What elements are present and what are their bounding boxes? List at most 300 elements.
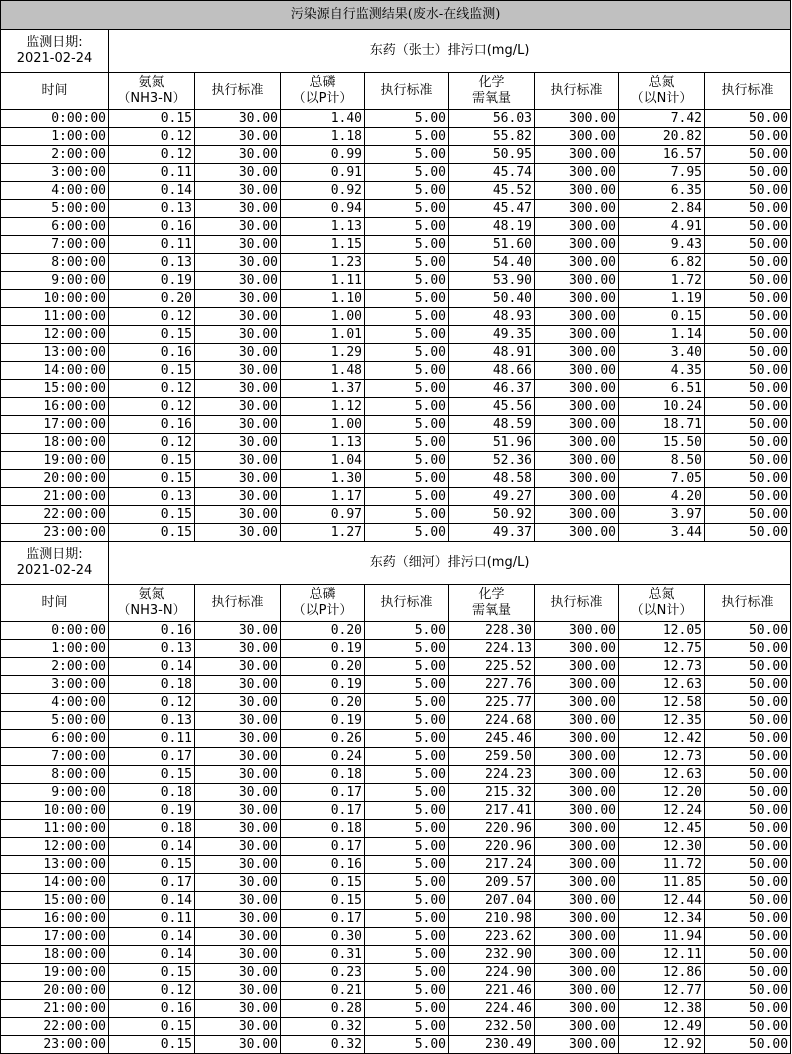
table-cell: 300.00 bbox=[535, 946, 619, 964]
table-cell: 300.00 bbox=[535, 434, 619, 452]
table-cell: 30.00 bbox=[195, 416, 281, 434]
table-cell: 51.60 bbox=[449, 236, 535, 254]
table-cell: 11:00:00 bbox=[1, 308, 109, 326]
table-cell: 30.00 bbox=[195, 236, 281, 254]
table-cell: 300.00 bbox=[535, 416, 619, 434]
table-cell: 16:00:00 bbox=[1, 910, 109, 928]
table-cell: 30.00 bbox=[195, 290, 281, 308]
phosphorus-header bbox=[281, 585, 365, 622]
table-cell: 12.38 bbox=[619, 1000, 705, 1018]
table-cell: 50.00 bbox=[705, 946, 791, 964]
table-cell: 300.00 bbox=[535, 982, 619, 1000]
table-cell: 53.90 bbox=[449, 272, 535, 290]
table-cell: 5.00 bbox=[365, 640, 449, 658]
table-row bbox=[1, 694, 791, 712]
table-cell: 12.45 bbox=[619, 820, 705, 838]
table-cell: 50.00 bbox=[705, 748, 791, 766]
table-cell: 1.13 bbox=[281, 218, 365, 236]
table-cell: 300.00 bbox=[535, 380, 619, 398]
table-cell: 23:00:00 bbox=[1, 1036, 109, 1054]
table-cell: 0.19 bbox=[109, 272, 195, 290]
table-cell: 30.00 bbox=[195, 748, 281, 766]
nitrogen-header-line2: （以N计） bbox=[630, 603, 693, 618]
table-cell: 5.00 bbox=[365, 524, 449, 542]
table-cell: 0.12 bbox=[109, 694, 195, 712]
table-cell: 0.13 bbox=[109, 488, 195, 506]
table-cell: 0.14 bbox=[109, 946, 195, 964]
table-cell: 300.00 bbox=[535, 308, 619, 326]
table-cell: 5.00 bbox=[365, 218, 449, 236]
table-row bbox=[1, 362, 791, 380]
table-cell: 300.00 bbox=[535, 506, 619, 524]
table-row bbox=[1, 290, 791, 308]
table-cell: 0.15 bbox=[109, 506, 195, 524]
table-cell: 225.52 bbox=[449, 658, 535, 676]
table-cell: 30.00 bbox=[195, 110, 281, 128]
table-cell: 5.00 bbox=[365, 236, 449, 254]
table-cell: 300.00 bbox=[535, 910, 619, 928]
nitrogen-header-line2: （以N计） bbox=[630, 91, 693, 106]
table-cell: 300.00 bbox=[535, 1018, 619, 1036]
table-cell: 0.15 bbox=[109, 766, 195, 784]
table-cell: 0.14 bbox=[109, 838, 195, 856]
table-cell: 1:00:00 bbox=[1, 128, 109, 146]
table-cell: 1.17 bbox=[281, 488, 365, 506]
table-cell: 1.18 bbox=[281, 128, 365, 146]
table-row bbox=[1, 730, 791, 748]
table-row bbox=[1, 640, 791, 658]
table-cell: 12.20 bbox=[619, 784, 705, 802]
table-cell: 30.00 bbox=[195, 146, 281, 164]
table-cell: 224.23 bbox=[449, 766, 535, 784]
table-cell: 300.00 bbox=[535, 344, 619, 362]
table-cell: 0.15 bbox=[619, 308, 705, 326]
page-title: 污染源自行监测结果(废水-在线监测) bbox=[1, 1, 791, 30]
table-cell: 50.00 bbox=[705, 254, 791, 272]
table-cell: 300.00 bbox=[535, 1000, 619, 1018]
table-cell: 20:00:00 bbox=[1, 470, 109, 488]
table-cell: 300.00 bbox=[535, 730, 619, 748]
phosphorus-header-line1: 总磷 bbox=[309, 587, 336, 602]
table-row bbox=[1, 164, 791, 182]
table-cell: 300.00 bbox=[535, 218, 619, 236]
table-cell: 300.00 bbox=[535, 488, 619, 506]
table-cell: 0.13 bbox=[109, 200, 195, 218]
table-cell: 224.90 bbox=[449, 964, 535, 982]
table-cell: 50.00 bbox=[705, 362, 791, 380]
table-cell: 0.15 bbox=[109, 110, 195, 128]
table-cell: 5.00 bbox=[365, 200, 449, 218]
table-cell: 50.00 bbox=[705, 236, 791, 254]
table-cell: 0.12 bbox=[109, 982, 195, 1000]
table-cell: 227.76 bbox=[449, 676, 535, 694]
table-cell: 5.00 bbox=[365, 892, 449, 910]
table-row bbox=[1, 506, 791, 524]
table-cell: 50.00 bbox=[705, 128, 791, 146]
table-row bbox=[1, 856, 791, 874]
table-cell: 30.00 bbox=[195, 362, 281, 380]
table-cell: 5.00 bbox=[365, 784, 449, 802]
ammonia-header bbox=[109, 73, 195, 110]
table-cell: 259.50 bbox=[449, 748, 535, 766]
table-cell: 45.52 bbox=[449, 182, 535, 200]
table-cell: 51.96 bbox=[449, 434, 535, 452]
cod-header-line1: 化学 bbox=[478, 75, 505, 90]
table-row bbox=[1, 218, 791, 236]
table-cell: 50.00 bbox=[705, 640, 791, 658]
table-cell: 30.00 bbox=[195, 838, 281, 856]
table-cell: 0.18 bbox=[109, 676, 195, 694]
table-cell: 5.00 bbox=[365, 622, 449, 640]
table-cell: 30.00 bbox=[195, 856, 281, 874]
table-row bbox=[1, 254, 791, 272]
table-cell: 9:00:00 bbox=[1, 784, 109, 802]
table-row bbox=[1, 1000, 791, 1018]
table-row bbox=[1, 838, 791, 856]
outlet-title: 东药（细河）排污口(mg/L) bbox=[109, 542, 791, 585]
table-cell: 6.35 bbox=[619, 182, 705, 200]
table-cell: 300.00 bbox=[535, 470, 619, 488]
table-cell: 0.21 bbox=[281, 982, 365, 1000]
table-cell: 30.00 bbox=[195, 694, 281, 712]
table-cell: 232.90 bbox=[449, 946, 535, 964]
table-cell: 5.00 bbox=[365, 1036, 449, 1054]
table-row bbox=[1, 326, 791, 344]
table-cell: 5.00 bbox=[365, 874, 449, 892]
table-cell: 14:00:00 bbox=[1, 874, 109, 892]
table-cell: 0.31 bbox=[281, 946, 365, 964]
table-cell: 12.73 bbox=[619, 748, 705, 766]
table-cell: 5.00 bbox=[365, 398, 449, 416]
table-cell: 5.00 bbox=[365, 676, 449, 694]
table-cell: 50.00 bbox=[705, 622, 791, 640]
table-cell: 217.41 bbox=[449, 802, 535, 820]
table-cell: 5.00 bbox=[365, 326, 449, 344]
table-cell: 300.00 bbox=[535, 856, 619, 874]
table-cell: 230.49 bbox=[449, 1036, 535, 1054]
table-row bbox=[1, 182, 791, 200]
table-cell: 5.00 bbox=[365, 488, 449, 506]
table-cell: 18:00:00 bbox=[1, 946, 109, 964]
table-cell: 0.32 bbox=[281, 1018, 365, 1036]
table-row bbox=[1, 128, 791, 146]
table-cell: 11.94 bbox=[619, 928, 705, 946]
table-cell: 1.72 bbox=[619, 272, 705, 290]
table-cell: 50.00 bbox=[705, 524, 791, 542]
table-row bbox=[1, 236, 791, 254]
table-cell: 48.19 bbox=[449, 218, 535, 236]
table-cell: 0.16 bbox=[281, 856, 365, 874]
monitoring-date-label: 监测日期: bbox=[26, 547, 83, 562]
table-cell: 300.00 bbox=[535, 290, 619, 308]
table-cell: 225.77 bbox=[449, 694, 535, 712]
table-cell: 5.00 bbox=[365, 964, 449, 982]
table-cell: 30.00 bbox=[195, 488, 281, 506]
table-cell: 3.97 bbox=[619, 506, 705, 524]
table-cell: 21:00:00 bbox=[1, 1000, 109, 1018]
monitoring-date-value: 2021-02-24 bbox=[16, 563, 93, 578]
section-header bbox=[1, 542, 791, 585]
table-cell: 5.00 bbox=[365, 748, 449, 766]
table-cell: 22:00:00 bbox=[1, 506, 109, 524]
table-row bbox=[1, 416, 791, 434]
table-cell: 5.00 bbox=[365, 838, 449, 856]
standard-header: 执行标准 bbox=[705, 585, 791, 622]
table-cell: 5.00 bbox=[365, 946, 449, 964]
table-cell: 220.96 bbox=[449, 838, 535, 856]
table-cell: 223.62 bbox=[449, 928, 535, 946]
table-cell: 50.00 bbox=[705, 874, 791, 892]
table-cell: 30.00 bbox=[195, 182, 281, 200]
table-cell: 217.24 bbox=[449, 856, 535, 874]
table-cell: 0.32 bbox=[281, 1036, 365, 1054]
table-cell: 0.15 bbox=[109, 1036, 195, 1054]
table-cell: 1.14 bbox=[619, 326, 705, 344]
table-cell: 300.00 bbox=[535, 146, 619, 164]
table-cell: 30.00 bbox=[195, 272, 281, 290]
table-cell: 2.84 bbox=[619, 200, 705, 218]
table-cell: 12.63 bbox=[619, 766, 705, 784]
table-cell: 5.00 bbox=[365, 380, 449, 398]
table-cell: 300.00 bbox=[535, 658, 619, 676]
table-cell: 6.82 bbox=[619, 254, 705, 272]
table-cell: 30.00 bbox=[195, 506, 281, 524]
table-cell: 0.16 bbox=[109, 1000, 195, 1018]
table-cell: 7:00:00 bbox=[1, 748, 109, 766]
table-cell: 12.63 bbox=[619, 676, 705, 694]
table-cell: 5.00 bbox=[365, 766, 449, 784]
table-cell: 0.14 bbox=[109, 658, 195, 676]
table-cell: 23:00:00 bbox=[1, 524, 109, 542]
table-cell: 3:00:00 bbox=[1, 164, 109, 182]
table-cell: 0.11 bbox=[109, 164, 195, 182]
table-cell: 50.00 bbox=[705, 488, 791, 506]
table-cell: 0.23 bbox=[281, 964, 365, 982]
cod-header-line2: 需氧量 bbox=[471, 603, 511, 618]
table-cell: 30.00 bbox=[195, 308, 281, 326]
table-cell: 12.11 bbox=[619, 946, 705, 964]
table-cell: 20:00:00 bbox=[1, 982, 109, 1000]
standard-header: 执行标准 bbox=[535, 585, 619, 622]
table-cell: 46.37 bbox=[449, 380, 535, 398]
nitrogen-header-line1: 总氮 bbox=[648, 75, 675, 90]
table-cell: 50.00 bbox=[705, 694, 791, 712]
table-cell: 0.16 bbox=[109, 344, 195, 362]
table-cell: 50.00 bbox=[705, 344, 791, 362]
table-cell: 0.92 bbox=[281, 182, 365, 200]
table-cell: 48.93 bbox=[449, 308, 535, 326]
table-cell: 22:00:00 bbox=[1, 1018, 109, 1036]
table-cell: 48.58 bbox=[449, 470, 535, 488]
table-cell: 5:00:00 bbox=[1, 712, 109, 730]
phosphorus-header bbox=[281, 73, 365, 110]
table-cell: 2:00:00 bbox=[1, 658, 109, 676]
table-cell: 1.11 bbox=[281, 272, 365, 290]
table-cell: 30.00 bbox=[195, 802, 281, 820]
table-cell: 12.44 bbox=[619, 892, 705, 910]
ammonia-header-line1: 氨氮 bbox=[138, 587, 165, 602]
table-cell: 5.00 bbox=[365, 272, 449, 290]
table-cell: 49.35 bbox=[449, 326, 535, 344]
table-cell: 1.27 bbox=[281, 524, 365, 542]
table-cell: 5.00 bbox=[365, 182, 449, 200]
table-cell: 224.13 bbox=[449, 640, 535, 658]
table-cell: 14:00:00 bbox=[1, 362, 109, 380]
table-cell: 0.15 bbox=[281, 874, 365, 892]
table-cell: 5.00 bbox=[365, 712, 449, 730]
table-row bbox=[1, 802, 791, 820]
table-cell: 30.00 bbox=[195, 892, 281, 910]
nitrogen-header-line1: 总氮 bbox=[648, 587, 675, 602]
table-cell: 0.15 bbox=[109, 470, 195, 488]
title-row bbox=[1, 1, 791, 30]
table-cell: 0.94 bbox=[281, 200, 365, 218]
table-cell: 50.00 bbox=[705, 658, 791, 676]
table-cell: 4.35 bbox=[619, 362, 705, 380]
table-cell: 49.37 bbox=[449, 524, 535, 542]
table-cell: 9.43 bbox=[619, 236, 705, 254]
table-cell: 0.26 bbox=[281, 730, 365, 748]
table-cell: 12.92 bbox=[619, 1036, 705, 1054]
table-cell: 21:00:00 bbox=[1, 488, 109, 506]
table-cell: 50.00 bbox=[705, 452, 791, 470]
table-cell: 0.13 bbox=[109, 712, 195, 730]
table-cell: 3:00:00 bbox=[1, 676, 109, 694]
table-cell: 5.00 bbox=[365, 802, 449, 820]
table-row bbox=[1, 982, 791, 1000]
table-cell: 17:00:00 bbox=[1, 928, 109, 946]
table-cell: 50.00 bbox=[705, 398, 791, 416]
table-cell: 5.00 bbox=[365, 1018, 449, 1036]
table-row bbox=[1, 146, 791, 164]
table-cell: 50.00 bbox=[705, 506, 791, 524]
table-cell: 5.00 bbox=[365, 290, 449, 308]
table-row bbox=[1, 712, 791, 730]
standard-header: 执行标准 bbox=[365, 585, 449, 622]
table-cell: 50.00 bbox=[705, 784, 791, 802]
table-cell: 0.18 bbox=[109, 784, 195, 802]
table-cell: 15:00:00 bbox=[1, 892, 109, 910]
table-cell: 20.82 bbox=[619, 128, 705, 146]
table-cell: 5.00 bbox=[365, 506, 449, 524]
column-header-row bbox=[1, 73, 791, 110]
table-cell: 12:00:00 bbox=[1, 838, 109, 856]
table-cell: 50.00 bbox=[705, 892, 791, 910]
table-row bbox=[1, 964, 791, 982]
table-cell: 8:00:00 bbox=[1, 254, 109, 272]
table-cell: 50.00 bbox=[705, 838, 791, 856]
table-cell: 300.00 bbox=[535, 640, 619, 658]
table-cell: 215.32 bbox=[449, 784, 535, 802]
table-cell: 48.91 bbox=[449, 344, 535, 362]
table-row bbox=[1, 470, 791, 488]
table-cell: 5.00 bbox=[365, 344, 449, 362]
table-cell: 0.20 bbox=[281, 622, 365, 640]
table-cell: 0.15 bbox=[109, 524, 195, 542]
table-cell: 0.97 bbox=[281, 506, 365, 524]
table-cell: 1.12 bbox=[281, 398, 365, 416]
table-cell: 5.00 bbox=[365, 308, 449, 326]
table-cell: 6:00:00 bbox=[1, 730, 109, 748]
table-cell: 300.00 bbox=[535, 164, 619, 182]
table-cell: 0.91 bbox=[281, 164, 365, 182]
table-cell: 300.00 bbox=[535, 254, 619, 272]
table-cell: 0.30 bbox=[281, 928, 365, 946]
standard-header: 执行标准 bbox=[195, 585, 281, 622]
table-cell: 16:00:00 bbox=[1, 398, 109, 416]
table-cell: 3.40 bbox=[619, 344, 705, 362]
table-cell: 30.00 bbox=[195, 164, 281, 182]
table-cell: 0.12 bbox=[109, 146, 195, 164]
table-cell: 50.00 bbox=[705, 730, 791, 748]
table-cell: 300.00 bbox=[535, 928, 619, 946]
table-row bbox=[1, 452, 791, 470]
table-cell: 0.14 bbox=[109, 182, 195, 200]
table-cell: 7.05 bbox=[619, 470, 705, 488]
table-cell: 30.00 bbox=[195, 434, 281, 452]
table-cell: 300.00 bbox=[535, 874, 619, 892]
table-cell: 0.12 bbox=[109, 434, 195, 452]
table-cell: 6:00:00 bbox=[1, 218, 109, 236]
table-cell: 1.40 bbox=[281, 110, 365, 128]
table-cell: 2:00:00 bbox=[1, 146, 109, 164]
table-cell: 1:00:00 bbox=[1, 640, 109, 658]
table-cell: 30.00 bbox=[195, 874, 281, 892]
table-cell: 56.03 bbox=[449, 110, 535, 128]
table-cell: 0.17 bbox=[281, 910, 365, 928]
table-cell: 0.19 bbox=[109, 802, 195, 820]
table-cell: 50.00 bbox=[705, 146, 791, 164]
table-cell: 0.11 bbox=[109, 910, 195, 928]
table-cell: 50.00 bbox=[705, 712, 791, 730]
table-cell: 5.00 bbox=[365, 470, 449, 488]
table-cell: 30.00 bbox=[195, 1000, 281, 1018]
table-cell: 16.57 bbox=[619, 146, 705, 164]
table-cell: 300.00 bbox=[535, 712, 619, 730]
table-cell: 5.00 bbox=[365, 452, 449, 470]
table-cell: 50.00 bbox=[705, 1018, 791, 1036]
table-cell: 30.00 bbox=[195, 946, 281, 964]
table-cell: 0.17 bbox=[281, 838, 365, 856]
table-row bbox=[1, 488, 791, 506]
table-cell: 0.14 bbox=[109, 892, 195, 910]
table-cell: 5.00 bbox=[365, 164, 449, 182]
table-cell: 30.00 bbox=[195, 398, 281, 416]
table-cell: 12.73 bbox=[619, 658, 705, 676]
table-cell: 0.13 bbox=[109, 640, 195, 658]
table-cell: 15:00:00 bbox=[1, 380, 109, 398]
table-cell: 50.00 bbox=[705, 290, 791, 308]
table-cell: 300.00 bbox=[535, 182, 619, 200]
table-cell: 50.00 bbox=[705, 416, 791, 434]
table-cell: 0.16 bbox=[109, 218, 195, 236]
phosphorus-header-line2: （以P计） bbox=[292, 91, 353, 106]
table-cell: 45.74 bbox=[449, 164, 535, 182]
table-cell: 209.57 bbox=[449, 874, 535, 892]
table-row bbox=[1, 910, 791, 928]
table-cell: 1.15 bbox=[281, 236, 365, 254]
table-cell: 5.00 bbox=[365, 1000, 449, 1018]
table-row bbox=[1, 308, 791, 326]
table-cell: 245.46 bbox=[449, 730, 535, 748]
table-cell: 45.47 bbox=[449, 200, 535, 218]
table-cell: 30.00 bbox=[195, 658, 281, 676]
table-cell: 300.00 bbox=[535, 1036, 619, 1054]
table-row bbox=[1, 524, 791, 542]
table-cell: 30.00 bbox=[195, 1018, 281, 1036]
table-cell: 1.37 bbox=[281, 380, 365, 398]
table-cell: 30.00 bbox=[195, 470, 281, 488]
